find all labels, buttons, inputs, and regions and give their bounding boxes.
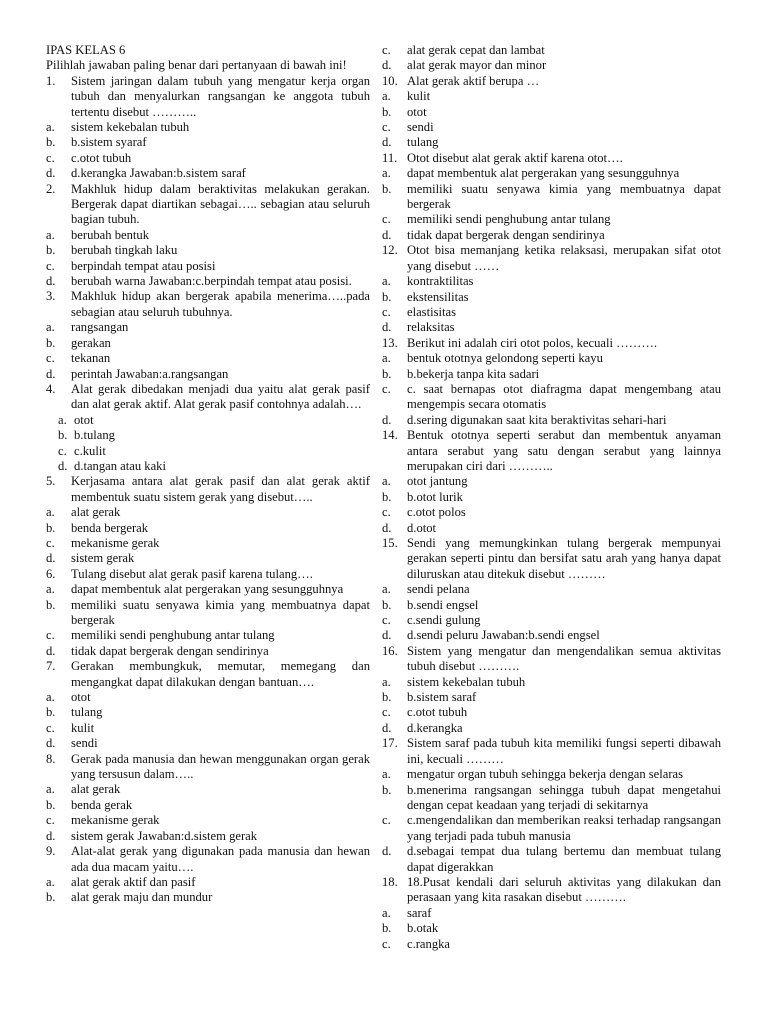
option-3b: b. gerakan	[46, 335, 111, 350]
question-number: 17.	[382, 736, 398, 751]
option-11a: a. dapat membentuk alat pergerakan yang sesungguhnya	[382, 166, 680, 181]
option-8c: c. mekanisme gerak	[46, 813, 160, 828]
question-text: Makhluk hidup akan bergerak apabila menerima…..pada sebagian atau seluruh tubuhnya.	[71, 289, 370, 319]
option-17b: b. b.menerima rangsangan sehingga tubuh dapat mengetahui dengan cepat keadaan yang terjadi di sekitarnya	[382, 782, 721, 812]
option-5d: d. sistem gerak	[46, 551, 135, 566]
option-8a: a. alat gerak	[46, 782, 121, 797]
option-5b: b. benda bergerak	[46, 520, 149, 535]
option-17c: c. c.mengendalikan dan memberikan reaksi terhadap rangsangan yang terjadi pada tubuh manusia	[382, 813, 721, 843]
option-13a: a. bentuk ototnya gelondong seperti kayu	[382, 351, 603, 366]
option-8d: d. sistem gerak Jawaban:d.sistem gerak	[46, 828, 258, 843]
option-18a: a. saraf	[382, 905, 432, 920]
question-6	[46, 567, 370, 582]
question-number: 18.	[382, 874, 398, 889]
question-13	[382, 336, 721, 351]
question-text: Otot bisa memanjang ketika relaksasi, merupakan sifat otot yang disebut ……	[407, 243, 721, 273]
question-text: Alat gerak dibedakan menjadi dua yaitu alat gerak pasif dan alat gerak aktif. Alat gerak pasif contohnya adalah….	[71, 381, 370, 412]
question-text: Sistem jaringan dalam tubuh yang mengatur kerja organ tubuh dan menyalurkan rangsangan ke anggota tubuh tertentu disebut ………..	[71, 73, 370, 119]
option-16b: b. b.sistem saraf	[382, 690, 477, 705]
question-number: 1.	[46, 73, 56, 88]
option-7c: c. kulit	[46, 720, 95, 735]
document-title: IPAS KELAS 6	[46, 43, 126, 57]
option-4c: c. c.kulit	[58, 443, 106, 458]
question-number: 12.	[382, 243, 398, 258]
option-2a: a. berubah bentuk	[46, 227, 149, 242]
question-2	[46, 182, 370, 228]
option-6a: a. dapat membentuk alat pergerakan yang sesungguhnya	[46, 582, 344, 597]
option-12a: a. kontraktilitas	[382, 274, 474, 289]
question-number: 8.	[46, 751, 56, 766]
option-1c: c. c.otot tubuh	[46, 150, 132, 165]
question-text: Otot disebut alat gerak aktif karena otot….	[407, 150, 623, 165]
option-17a: a. mengatur organ tubuh sehingga bekerja dengan selaras	[382, 767, 684, 782]
right-column	[382, 43, 721, 952]
option-8b: b. benda gerak	[46, 797, 133, 812]
question-number: 6.	[46, 566, 56, 581]
question-11	[382, 151, 721, 166]
option-11d: d. tidak dapat bergerak dengan sendirinya	[382, 227, 605, 242]
option-10a: a. kulit	[382, 89, 431, 104]
question-number: 3.	[46, 289, 56, 304]
question-text: Sendi yang memungkinkan tulang bergerak mempunyai gerakan seperti pintu dan bersifat satu arah yang hanya dapat diluruskan atau ditekuk disebut ………	[407, 536, 721, 581]
question-text: Gerak pada manusia dan hewan menggunakan organ gerak yang tersusun dalam…..	[71, 751, 370, 782]
option-14c: c. c.otot polos	[382, 505, 466, 520]
option-5a: a. alat gerak	[46, 505, 121, 520]
question-number: 10.	[382, 73, 398, 88]
question-number: 4.	[46, 381, 56, 396]
option-13d: d. d.sering digunakan saat kita beraktivitas sehari-hari	[382, 412, 667, 427]
option-17d: d. d.sebagai tempat dua tulang bertemu dan membuat tulang dapat digerakkan	[382, 844, 721, 874]
option-4b: b. b.tulang	[58, 428, 115, 443]
option-7b: b. tulang	[46, 705, 103, 720]
option-5c: c. mekanisme gerak	[46, 535, 160, 550]
question-number: 2.	[46, 181, 56, 196]
option-12b: b. ekstensilitas	[382, 289, 469, 304]
question-14	[382, 428, 721, 474]
question-12	[382, 243, 721, 274]
option-10d: d. tulang	[382, 135, 439, 150]
option-9a: a. alat gerak aktif dan pasif	[46, 874, 196, 889]
question-number: 7.	[46, 659, 56, 674]
question-9	[46, 844, 370, 875]
option-6d: d. tidak dapat bergerak dengan sendirinya	[46, 643, 269, 658]
option-2c: c. berpindah tempat atau posisi	[46, 258, 216, 273]
question-text: Bentuk ototnya seperti serabut dan membentuk anyaman antara serabut yang satu dengan serabut yang lainnya merupakan ciri dari ………..	[407, 428, 721, 473]
option-15c: c. c.sendi gulung	[382, 613, 481, 628]
question-number: 15.	[382, 536, 398, 550]
option-7a: a. otot	[46, 690, 91, 705]
option-2d: d. berubah warna Jawaban:c.berpindah tempat atau posisi.	[46, 274, 352, 289]
option-16a: a. sistem kekebalan tubuh	[382, 674, 526, 689]
option-14a: a. otot jantung	[382, 474, 468, 489]
question-number: 13.	[382, 335, 398, 350]
option-14b: b. b.otot lurik	[382, 489, 463, 504]
option-15d: d. d.sendi peluru Jawaban:b.sendi engsel	[382, 628, 600, 643]
option-18b: b. b.otak	[382, 921, 439, 936]
option-6c: c. memiliki sendi penghubung antar tulang	[46, 628, 275, 643]
question-number: 5.	[46, 474, 56, 489]
option-3d: d. perintah Jawaban:a.rangsangan	[46, 366, 229, 381]
instruction-text: Pilihlah jawaban paling benar dari pertanyaan di bawah ini!	[46, 58, 347, 73]
option-4a: a. otot	[58, 412, 94, 427]
option-14d: d. d.otot	[382, 520, 437, 535]
option-1b: b. b.sistem syaraf	[46, 135, 147, 150]
question-number: 11.	[382, 150, 398, 165]
option-13c: c. c. saat bernapas otot diafragma dapat mengembang atau mengempis secara otomatis	[382, 381, 721, 412]
question-1	[46, 74, 370, 120]
question-text: Sistem saraf pada tubuh kita memiliki fungsi seperti dibawah ini, kecuali ………	[407, 736, 721, 766]
question-18	[382, 875, 721, 906]
option-10b: b. otot	[382, 104, 427, 119]
question-text: Gerakan membungkuk, memutar, memegang dan mengangkat dapat dilakukan dengan bantuan….	[71, 659, 370, 689]
question-number: 14.	[382, 428, 398, 443]
question-text: Tulang disebut alat gerak pasif karena tulang….	[71, 566, 313, 581]
question-15	[382, 536, 721, 582]
option-12c: c. elastisitas	[382, 304, 456, 319]
option-16d: d. d.kerangka	[382, 720, 463, 735]
option-2b: b. berubah tingkah laku	[46, 243, 178, 258]
question-4	[46, 382, 370, 413]
option-11b: b. memiliki suatu senyawa kimia yang membuatnya dapat bergerak	[382, 181, 721, 212]
question-3	[46, 289, 370, 320]
question-10	[382, 74, 721, 89]
option-1a: a. sistem kekebalan tubuh	[46, 120, 190, 135]
question-text: Sistem yang mengatur dan mengendalikan semua aktivitas tubuh disebut ……….	[407, 643, 721, 674]
option-13b: b. b.bekerja tanpa kita sadari	[382, 366, 540, 381]
option-16c: c. c.otot tubuh	[382, 705, 468, 720]
question-number: 16.	[382, 643, 398, 658]
question-8	[46, 752, 370, 783]
option-9c: c. alat gerak cepat dan lambat	[382, 43, 545, 57]
question-text: Kerjasama antara alat gerak pasif dan alat gerak aktif membentuk suatu sistem gerak yang disebut…..	[71, 474, 370, 504]
option-3c: c. tekanan	[46, 351, 111, 366]
question-text: Berikut ini adalah ciri otot polos, kecuali ……….	[407, 335, 658, 350]
question-17	[382, 736, 721, 767]
option-1d: d. d.kerangka Jawaban:b.sistem saraf	[46, 166, 246, 181]
option-9b: b. alat gerak maju dan mundur	[46, 890, 213, 905]
question-text: Alat-alat gerak yang digunakan pada manusia dan hewan ada dua macam yaitu….	[71, 844, 370, 874]
option-11c: c. memiliki sendi penghubung antar tulang	[382, 212, 611, 227]
option-7d: d. sendi	[46, 736, 98, 751]
option-15a: a. sendi pelana	[382, 582, 470, 597]
question-16	[382, 644, 721, 675]
option-9d: d. alat gerak mayor dan minor	[382, 58, 547, 73]
option-3a: a. rangsangan	[46, 320, 129, 335]
question-text: 18.Pusat kendali dari seluruh aktivitas yang dilakukan dan perasaan yang kita rasakan disebut ……….	[407, 874, 721, 905]
option-10c: c. sendi	[382, 120, 434, 135]
question-text: Alat gerak aktif berupa …	[407, 73, 540, 88]
question-7	[46, 659, 370, 690]
question-5	[46, 474, 370, 505]
option-15b: b. b.sendi engsel	[382, 597, 479, 612]
option-4d: d. d.tangan atau kaki	[58, 458, 166, 473]
question-text: Makhluk hidup dalam beraktivitas melakukan gerakan. Bergerak dapat diartikan sebagai….. sebagian atau seluruh bagian tubuh.	[71, 181, 370, 227]
left-column	[46, 43, 370, 906]
option-12d: d. relaksitas	[382, 320, 455, 335]
option-6b: b. memiliki suatu senyawa kimia yang membuatnya dapat bergerak	[46, 597, 370, 628]
question-number: 9.	[46, 844, 56, 859]
option-18c: c. c.rangka	[382, 936, 451, 951]
